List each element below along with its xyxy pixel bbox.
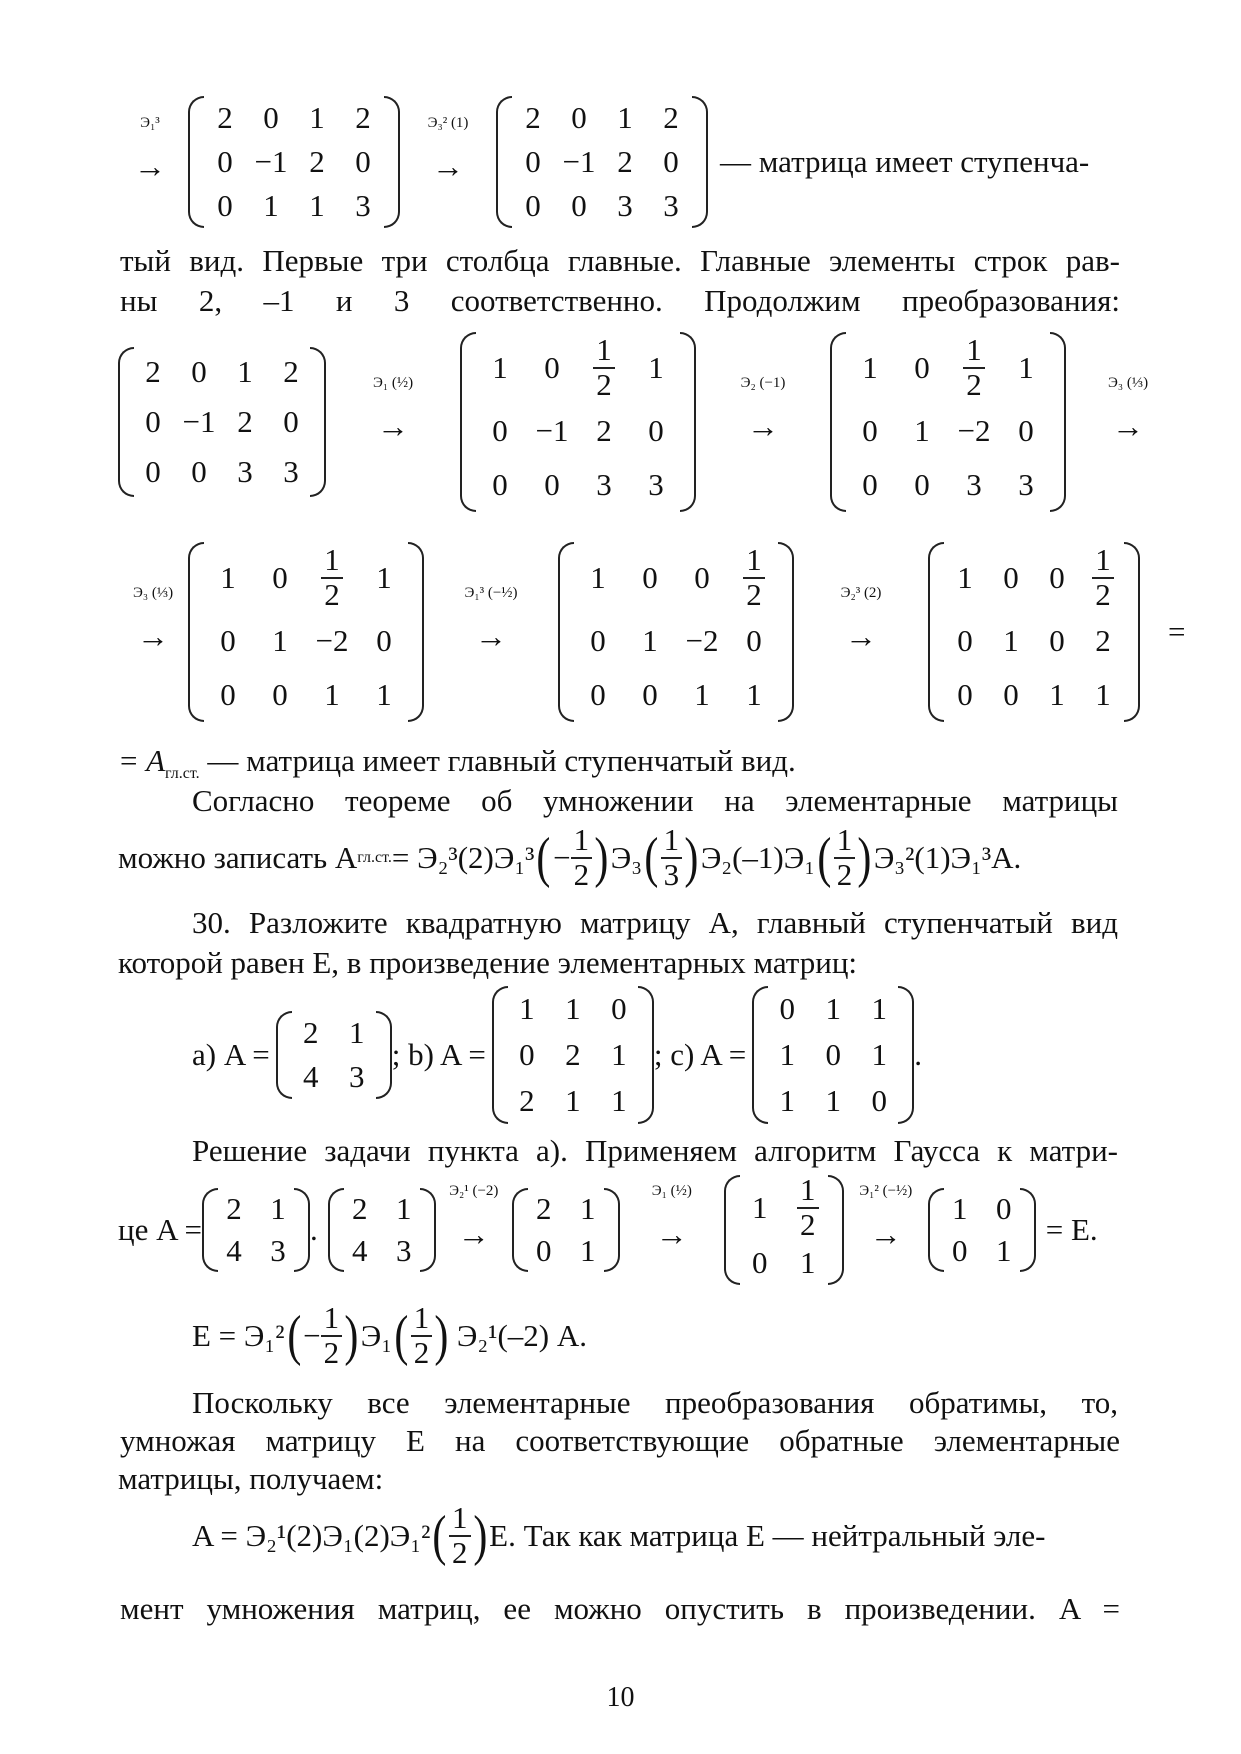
task-title: 30. Разложите квадратную матрицу A, главный ступенчатый вид — [192, 905, 1118, 940]
matrix: 2 1 4 3 — [202, 1188, 310, 1272]
paragraph-line: = $A_{гл.ст.}$ — матрица имеет главный ступенчатый вид. — [118, 743, 796, 783]
matrix: 2 0 1 2 0 −1 2 0 0 0 3 3 — [496, 96, 708, 228]
matrix: 2 0 1 2 0 −1 2 0 0 0 3 3 — [118, 347, 326, 497]
transform-arrow: Э₁³ (−½) → — [464, 585, 518, 654]
formula-line: можно записать A гл.ст. = Э₂³(2)Э₁³ ( − $\frac{1}{2}$ ) Э₃ ( $\frac{1}{3}$ ) Э₂(–1)Э₁ ( $\frac{1}{2}$ ) Э₃²(1)Э₁³A. — [118, 822, 1022, 892]
equation-row-1 — [118, 92, 1089, 232]
transform-arrow: Э₁³ → — [134, 115, 166, 184]
matrix: 1 0 0 $\frac{1}{2}$ 0 1 −2 0 0 0 1 1 — [558, 542, 794, 722]
text: — матрица имеет ступенча- — [720, 143, 1090, 179]
paragraph-line: ны 2, –1 и 3 соответственно. Продолжим преобразования: — [120, 283, 1120, 318]
matrix: 1 0 $\frac{1}{2}$ 1 0 1 −2 0 0 0 1 1 — [188, 542, 424, 722]
equation-row-2 — [118, 322, 1168, 522]
paragraph-line: Поскольку все элементарные преобразования обратимы, то, — [192, 1385, 1118, 1420]
matrix: 2 1 4 3 — [328, 1188, 436, 1272]
transform-arrow: Э₂ (−1) → — [740, 375, 786, 444]
matrix: 2 0 1 2 0 −1 2 0 0 1 1 3 — [188, 96, 400, 228]
matrix-a: 2 1 4 3 — [276, 1011, 392, 1099]
transform-arrow: Э₃ (⅓) → — [1107, 375, 1149, 444]
solution-row: це A = 2 1 4 3 . 2 1 4 3 Э₂¹ (−2) → 2 1 0 1 Э₁ (½) → 1 $\frac{1}{2}$ 0 1 Э₁² (−½) → 1 0 0 1 = E. — [118, 1170, 1098, 1290]
formula-A: A = Э₂¹(2)Э₁(2)Э₁² ( $\frac{1}{2}$ ) E. Так как матрица E — нейтральный эле- — [192, 1500, 1046, 1570]
paragraph-line: которой равен E, в произведение элементарных матриц: — [118, 945, 858, 980]
transform-arrow: Э₃ (⅓) → — [132, 585, 174, 654]
paragraph-line: тый вид. Первые три столбца главные. Главные элементы строк рав- — [120, 243, 1120, 278]
paragraph-line: Согласно теореме об умножении на элементарные матрицы — [192, 783, 1118, 818]
transform-arrow: Э₁ (½) → — [651, 1183, 692, 1252]
paragraph-line: мент умножения матриц, ее можно опустить в произведении. A = — [120, 1591, 1120, 1626]
transform-arrow: Э₂¹ (−2) → — [449, 1183, 499, 1252]
paragraph-line: Решение задачи пункта а). Применяем алгоритм Гаусса к матри- — [192, 1133, 1118, 1168]
task-matrices: а) A = 2 1 4 3 ; b) A = 1 1 0 0 2 1 2 1 1 ; c) A = 0 1 1 1 0 1 1 1 0 . — [192, 980, 922, 1130]
equals-sign: = — [1168, 613, 1186, 649]
matrix: 1 0 0 $\frac{1}{2}$ 0 1 0 2 0 0 1 1 — [928, 542, 1140, 722]
matrix: 1 0 0 1 — [928, 1188, 1036, 1272]
transform-arrow: Э₂³ (2) → — [840, 585, 882, 654]
matrix-b: 1 1 0 0 2 1 2 1 1 — [492, 986, 654, 1124]
transform-arrow: Э₁ (½) → — [372, 375, 414, 444]
formula-E: E = Э₁² ( − $\frac{1}{2}$ ) Э₁ ( $\frac{1}{2}$ ) Э₂¹(–2) A. — [192, 1300, 587, 1370]
matrix: 2 1 0 1 — [512, 1188, 620, 1272]
transform-arrow: Э₁² (−½) → — [859, 1183, 913, 1252]
paragraph-line: умножая матрицу E на соответствующие обратные элементарные — [120, 1423, 1120, 1458]
equation-row-3 — [118, 532, 1185, 732]
matrix: 1 0 $\frac{1}{2}$ 1 0 −1 2 0 0 0 3 3 — [460, 332, 696, 512]
paragraph-line: матрицы, получаем: — [118, 1461, 384, 1496]
matrix-c: 0 1 1 1 0 1 1 1 0 — [752, 986, 914, 1124]
matrix: 1 $\frac{1}{2}$ 0 1 — [724, 1175, 844, 1285]
page-number: 10 — [606, 1682, 635, 1713]
transform-arrow: Э₃² (1) → — [427, 115, 469, 184]
matrix: 1 0 $\frac{1}{2}$ 1 0 1 −2 0 0 0 3 3 — [830, 332, 1066, 512]
